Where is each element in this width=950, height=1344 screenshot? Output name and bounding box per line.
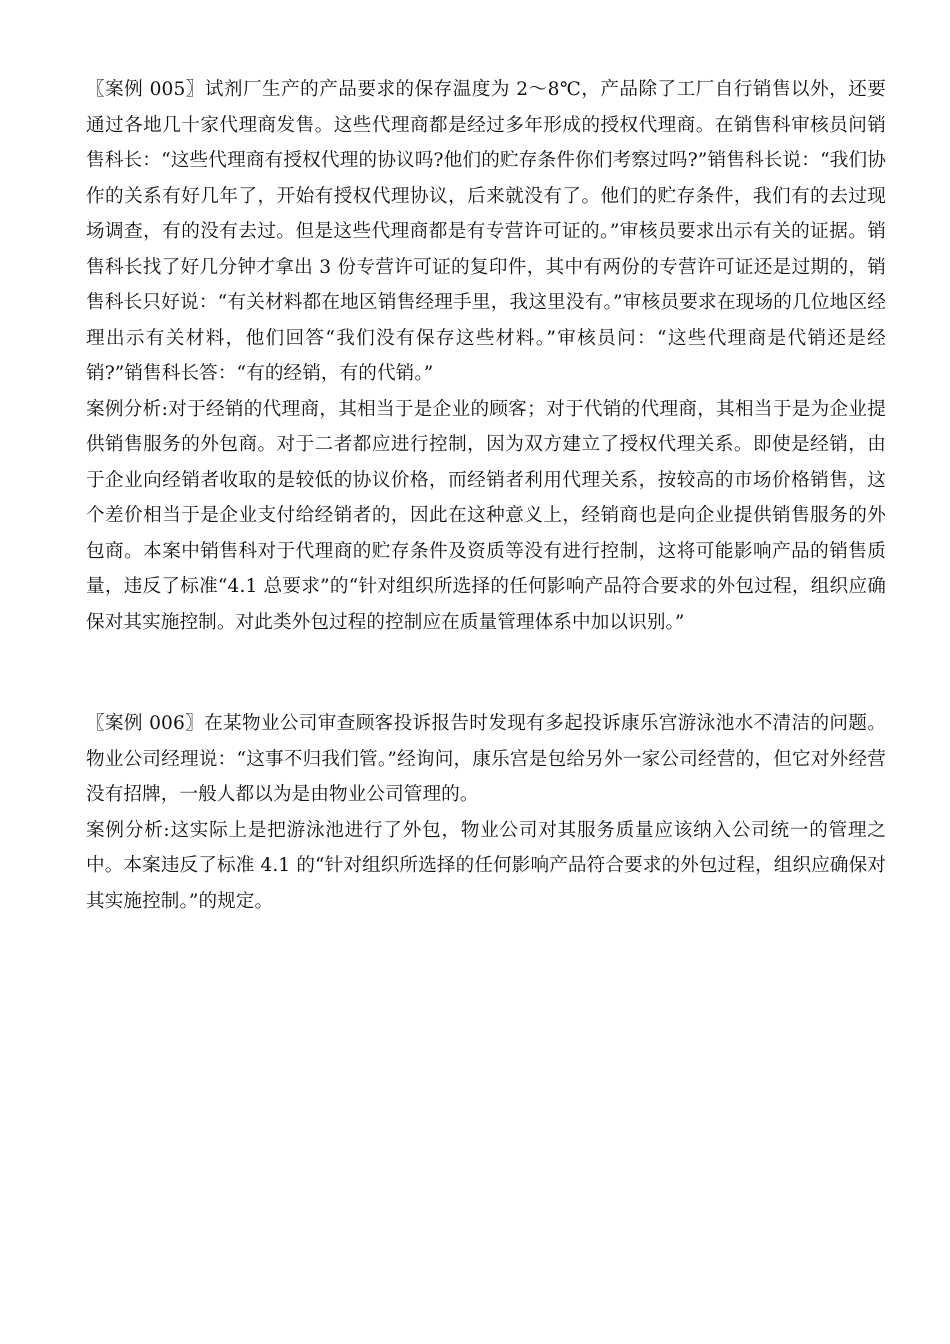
document-page <box>86 72 886 919</box>
case-006-analysis: 案例分析:这实际上是把游泳池进行了外包，物业公司对其服务质量应该纳入公司统一的管理之中。本案违反了标准 4.1 的“针对组织所选择的任何影响产品符合要求的外包过程，组织应确保对其实施控制。”的规定。 <box>86 819 886 912</box>
section-divider-space <box>86 640 886 706</box>
case-005-analysis: 案例分析:对于经销的代理商，其相当于是企业的顾客；对于代销的代理商，其相当于是为企业提供销售服务的外包商。对于二者都应进行控制，因为双方建立了授权代理关系。即使是经销，由于企业向经销者收取的是较低的协议价格，而经销者利用代理关系，按较高的市场价格销售，这个差价相当于是企业支付给经销者的，因此在这种意义上，经销商也是向企业提供销售服务的外包商。本案中销售科对于代理商的贮存条件及资质等没有进行控制，这将可能影响产品的销售质量，违反了标准“4.1 总要求”的“针对组织所选择的任何影响产品符合要求的外包过程，组织应确保对其实施控制。对此类外包过程的控制应在质量管理体系中加以识别。” <box>86 398 886 633</box>
case-005-paragraph: 〖案例 005〗试剂厂生产的产品要求的保存温度为 2～8℃，产品除了工厂自行销售以外，还要通过各地几十家代理商发售。这些代理商都是经过多年形成的授权代理商。在销售科审核员问销售科长：“这些代理商有授权代理的协议吗?他们的贮存条件你们考察过吗?”销售科长说：“我们协作的关系有好几年了，开始有授权代理协议，后来就没有了。他们的贮存条件，我们有的去过现场调查，有的没有去过。但是这些代理商都是有专营许可证的。”审核员要求出示有关的证据。销售科长找了好几分钟才拿出 3 份专营许可证的复印件，其中有两份的专营许可证还是过期的，销售科长只好说：“有关材料都在地区销售经理手里，我这里没有。”审核员要求在现场的几位地区经理出示有关材料，他们回答“我们没有保存这些材料。”审核员问：“这些代理商是代销还是经销?”销售科长答：“有的经销，有的代销。” <box>86 79 886 384</box>
case-006-paragraph: 〖案例 006〗在某物业公司审查顾客投诉报告时发现有多起投诉康乐宫游泳池水不清洁的问题。物业公司经理说：“这事不归我们管。”经询问，康乐宫是包给另外一家公司经营的，但它对外经营没有招牌，一般人都以为是由物业公司管理的。 <box>86 713 886 805</box>
